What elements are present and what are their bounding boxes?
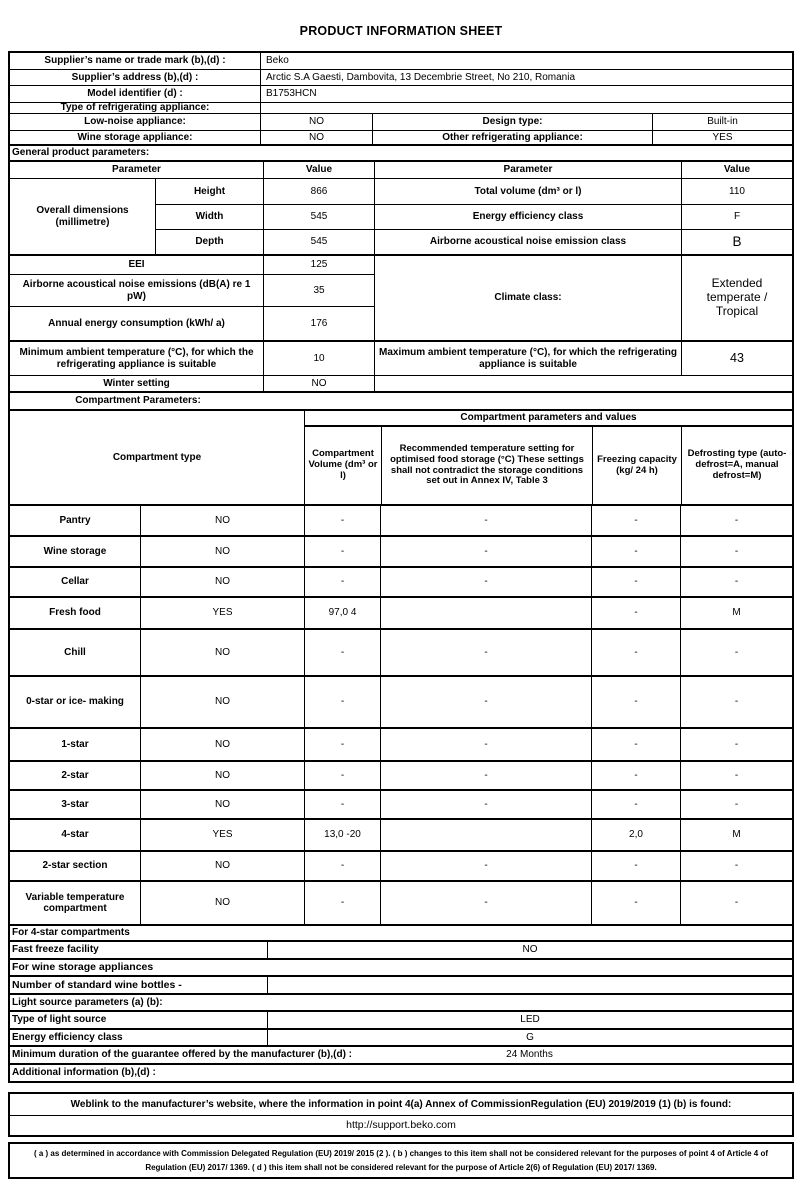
value-header-right: Value (681, 162, 792, 178)
compartment-freezing: - (591, 791, 680, 818)
compartment-temp: - (380, 729, 591, 760)
compartment-present: NO (140, 677, 304, 727)
wine-storage-section-header: For wine storage appliances (12, 961, 154, 974)
compartment-volume: - (304, 630, 380, 675)
wine-storage-appliance-label: Wine storage appliance: (77, 131, 193, 143)
compartment-row (10, 880, 792, 924)
table-row (10, 85, 792, 102)
temperature-column-header: Recommended temperature setting for optimised food storage (°C) These settings shall not contradict the storage conditions set out in Annex IV, Table 3 (381, 425, 592, 504)
height-value: 866 (310, 185, 328, 197)
footnote-box (8, 1142, 794, 1179)
compartment-row (10, 818, 792, 850)
compartment-freezing: - (591, 506, 680, 535)
fast-freeze-row (10, 940, 792, 958)
light-type-value: LED (267, 1012, 792, 1028)
compartment-defrost: - (680, 630, 792, 675)
table-row (10, 69, 792, 85)
min-ambient-value: 10 (263, 342, 374, 375)
light-source-section-header: Light source parameters (a) (b): (12, 996, 163, 1008)
depth-label: Depth (156, 229, 263, 254)
compartment-type: Cellar (61, 576, 89, 588)
compartment-row (10, 760, 792, 789)
compartment-type: Variable temperature compartment (25, 891, 125, 914)
supplier-address-value: Arctic S.A Gaesti, Dambovita, 13 Decembrie Street, No 210, Romania (260, 70, 792, 85)
compartment-present: NO (140, 791, 304, 818)
compartment-type: 1-star (61, 738, 89, 750)
value-header-left: Value (263, 162, 374, 178)
compartment-row (10, 535, 792, 566)
compartment-defrost: - (680, 791, 792, 818)
compartment-freezing: - (591, 537, 680, 566)
compartment-volume: 97,0 4 (304, 598, 380, 628)
section-header-row (10, 391, 792, 409)
section-header-row (10, 958, 792, 975)
compartment-freezing: - (591, 677, 680, 727)
compartment-row (10, 675, 792, 727)
fast-freeze-value: NO (267, 942, 792, 958)
compartment-present: NO (140, 630, 304, 675)
main-table (8, 51, 794, 926)
compartment-present: NO (140, 882, 304, 924)
compartment-temp: - (380, 791, 591, 818)
compartment-volume: - (304, 852, 380, 880)
compartment-temp: - (380, 506, 591, 535)
parameter-header-right: Parameter (374, 162, 681, 178)
freezing-column-header: Freezing capacity (kg/ 24 h) (592, 425, 681, 504)
compartment-volume: - (304, 762, 380, 789)
compartment-type: 3-star (61, 798, 89, 810)
compartment-row (10, 789, 792, 818)
dimension-values (263, 179, 374, 254)
supplier-address-label: Supplier’s address (b),(d) : (71, 71, 199, 83)
compartment-type-header: Compartment type (112, 451, 202, 463)
noise-class-value: B (682, 229, 792, 254)
compartment-freezing: - (591, 852, 680, 880)
compartment-freezing: - (591, 598, 680, 628)
compartment-freezing: - (591, 729, 680, 760)
compartment-parameters-header: Compartment Parameters: (75, 395, 201, 407)
noise-class-label: Airborne acoustical noise emission class (375, 229, 681, 254)
light-type-label: Type of light source (12, 1014, 107, 1026)
table-row (10, 53, 792, 69)
params-values-group-header: Compartment parameters and values (460, 412, 637, 424)
max-ambient-label: Maximum ambient temperature (°C), for which the refrigerating appliance is suitable (374, 342, 681, 375)
appliance-type-label: Type of refrigerating appliance: (60, 102, 210, 114)
four-star-section-header: For 4-star compartments (12, 927, 130, 939)
weblink-text-row (10, 1094, 792, 1115)
compartment-temp (380, 598, 591, 628)
model-identifier-label: Model identifier (d) : (87, 88, 183, 100)
winter-setting-row (10, 375, 792, 391)
height-label: Height (193, 185, 226, 197)
compartment-volume: - (304, 791, 380, 818)
design-type-label: Design type: (372, 114, 652, 130)
table-row (10, 102, 792, 113)
compartment-freezing: 2,0 (591, 820, 680, 850)
page-title: PRODUCT INFORMATION SHEET (299, 24, 503, 38)
general-parameters-header: General product parameters: (12, 147, 150, 159)
total-volume-label: Total volume (dm³ or l) (474, 185, 582, 197)
right-parameter-labels (374, 179, 681, 254)
compartment-type: Fresh food (49, 607, 101, 619)
compartment-row (10, 596, 792, 628)
compartment-present: NO (140, 762, 304, 789)
compartment-row (10, 628, 792, 675)
compartment-defrost: - (680, 882, 792, 924)
energy-class-label: Energy efficiency class (12, 1031, 123, 1043)
compartment-type: 0-star or ice- making (26, 696, 124, 708)
acoustic-noise-value: 35 (264, 274, 374, 306)
light-type-row (10, 1010, 792, 1028)
dimension-sublabels (155, 179, 263, 254)
annual-energy-label: Annual energy consumption (kWh/ a) (10, 306, 263, 340)
compartment-temp: - (380, 677, 591, 727)
compartment-present: NO (140, 852, 304, 880)
compartment-defrost: - (680, 762, 792, 789)
compartment-row (10, 566, 792, 596)
compartment-defrost: - (680, 568, 792, 596)
volume-column-header: Compartment Volume (dm³ or l) (305, 425, 381, 504)
guarantee-row (10, 1045, 792, 1063)
max-ambient-value: 43 (681, 342, 792, 375)
compartment-defrost: - (680, 852, 792, 880)
compartment-defrost: - (680, 729, 792, 760)
overall-dimensions-label: Overall dimensions (millimetre) (36, 205, 129, 228)
compartment-freezing: - (591, 630, 680, 675)
left-parameter-values (263, 256, 374, 340)
climate-class-label: Climate class: (374, 256, 681, 340)
wine-storage-appliance-value: NO (260, 131, 372, 144)
compartment-volume: - (304, 506, 380, 535)
compartment-freezing: - (591, 568, 680, 596)
winter-setting-label: Winter setting (103, 377, 170, 389)
additional-info-label: Additional information (b),(d) : (12, 1067, 156, 1079)
compartment-freezing: - (591, 882, 680, 924)
bottom-table (8, 926, 794, 1083)
compartment-params-header-group (304, 411, 792, 504)
compartment-present: NO (140, 729, 304, 760)
appliance-type-value (260, 103, 792, 113)
width-value: 545 (264, 204, 374, 229)
compartment-defrost: - (680, 677, 792, 727)
compartment-type: Pantry (59, 514, 91, 526)
climate-class-value: Extended temperate / Tropical (681, 256, 792, 340)
compartment-present: NO (140, 537, 304, 566)
model-identifier-value: B1753HCN (260, 86, 792, 102)
compartment-type: Chill (64, 646, 86, 658)
compartment-temp: - (380, 537, 591, 566)
wine-bottles-row (10, 975, 792, 993)
sheet-body (8, 51, 794, 1179)
compartment-defrost: M (680, 820, 792, 850)
total-volume-value: 110 (729, 185, 745, 197)
compartment-temp: - (380, 882, 591, 924)
eei-label: EEI (128, 259, 145, 271)
compartment-header (10, 409, 792, 504)
compartment-volume: 13,0 -20 (304, 820, 380, 850)
weblink-description: Weblink to the manufacturer’s website, where the information in point 4(a) Annex of CommissionRegulation (EU) 2019/2019 (1) (b) is found: (70, 1098, 732, 1110)
section-header-row (10, 144, 792, 160)
compartment-row (10, 850, 792, 880)
compartment-volume: - (304, 677, 380, 727)
supplier-name-label: Supplier’s name or trade mark (b),(d) : (44, 55, 226, 67)
low-noise-value: NO (260, 114, 372, 130)
compartment-type: Wine storage (43, 545, 107, 557)
ambient-temperature-row (10, 340, 792, 375)
guarantee-label: Minimum duration of the guarantee offered by the manufacturer (b),(d) : (12, 1049, 353, 1061)
compartment-volume: - (304, 729, 380, 760)
other-refrigerating-label: Other refrigerating appliance: (372, 131, 652, 144)
compartment-temp: - (380, 568, 591, 596)
guarantee-value: 24 Months (506, 1049, 553, 1061)
winter-setting-value: NO (263, 376, 374, 391)
compartment-row (10, 727, 792, 760)
compartment-row (10, 504, 792, 535)
design-type-value: Built-in (652, 114, 792, 130)
energy-efficiency-value: F (682, 204, 792, 229)
compartment-temp (380, 820, 591, 850)
compartment-present: YES (140, 598, 304, 628)
table-row (10, 113, 792, 130)
compartment-volume: - (304, 882, 380, 924)
depth-value: 545 (264, 229, 374, 254)
energy-efficiency-label: Energy efficiency class (375, 204, 681, 229)
energy-class-row (10, 1028, 792, 1045)
compartment-temp: - (380, 630, 591, 675)
annual-energy-value: 176 (264, 306, 374, 340)
wine-bottles-label: Number of standard wine bottles - (12, 978, 182, 991)
left-parameter-labels (10, 256, 263, 340)
compartment-temp: - (380, 852, 591, 880)
compartment-defrost: - (680, 506, 792, 535)
section-header-row (10, 993, 792, 1010)
compartment-freezing: - (591, 762, 680, 789)
additional-info-row (10, 1063, 792, 1081)
weblink-url-row (10, 1115, 792, 1135)
eei-climate-block (10, 254, 792, 340)
supplier-name-value: Beko (260, 53, 792, 69)
energy-class-value: G (267, 1030, 792, 1045)
width-label: Width (156, 204, 263, 229)
right-parameter-values (681, 179, 792, 254)
compartment-defrost: - (680, 537, 792, 566)
compartment-type: 2-star (61, 769, 89, 781)
table-row (10, 130, 792, 144)
compartment-present: NO (140, 506, 304, 535)
min-ambient-label: Minimum ambient temperature (°C), for which the refrigerating appliance is suitable (19, 347, 254, 370)
low-noise-label: Low-noise appliance: (84, 116, 186, 128)
eei-value: 125 (310, 259, 328, 271)
weblink-box (8, 1092, 794, 1137)
wine-bottles-value (267, 977, 792, 993)
footnote-text: ( a ) as determined in accordance with Commission Delegated Regulation (EU) 2019/ 2015 (2 ). ( b ) changes to this item shall not be considered relevant for the purposes of point 4 of Article 4 of Regulation (EU) 2017/ 1369. ( d ) this item shall not be considered relevant for the purpose of Article 2(6) of Regulation (EU) 2017/ 1369. (33, 1149, 769, 1172)
acoustic-noise-label: Airborne acoustical noise emissions (dB(A) re 1 pW) (10, 274, 263, 306)
compartment-type: 4-star (61, 829, 89, 841)
fast-freeze-label: Fast freeze facility (12, 944, 99, 956)
section-header-row (10, 926, 792, 940)
other-refrigerating-value: YES (652, 131, 792, 144)
compartment-present: YES (140, 820, 304, 850)
compartment-temp: - (380, 762, 591, 789)
defrost-column-header: Defrosting type (auto-defrost=A, manual defrost=M) (681, 425, 792, 504)
compartment-volume: - (304, 537, 380, 566)
weblink-url: http://support.beko.com (346, 1119, 456, 1132)
compartment-column-headers (305, 425, 792, 504)
compartment-volume: - (304, 568, 380, 596)
dimensions-block (10, 178, 792, 254)
empty-cell (374, 376, 792, 391)
compartment-type: 2-star section (42, 860, 108, 872)
parameter-header-left: Parameter (112, 164, 161, 176)
compartment-defrost: M (680, 598, 792, 628)
table-header-row (10, 160, 792, 178)
compartment-present: NO (140, 568, 304, 596)
